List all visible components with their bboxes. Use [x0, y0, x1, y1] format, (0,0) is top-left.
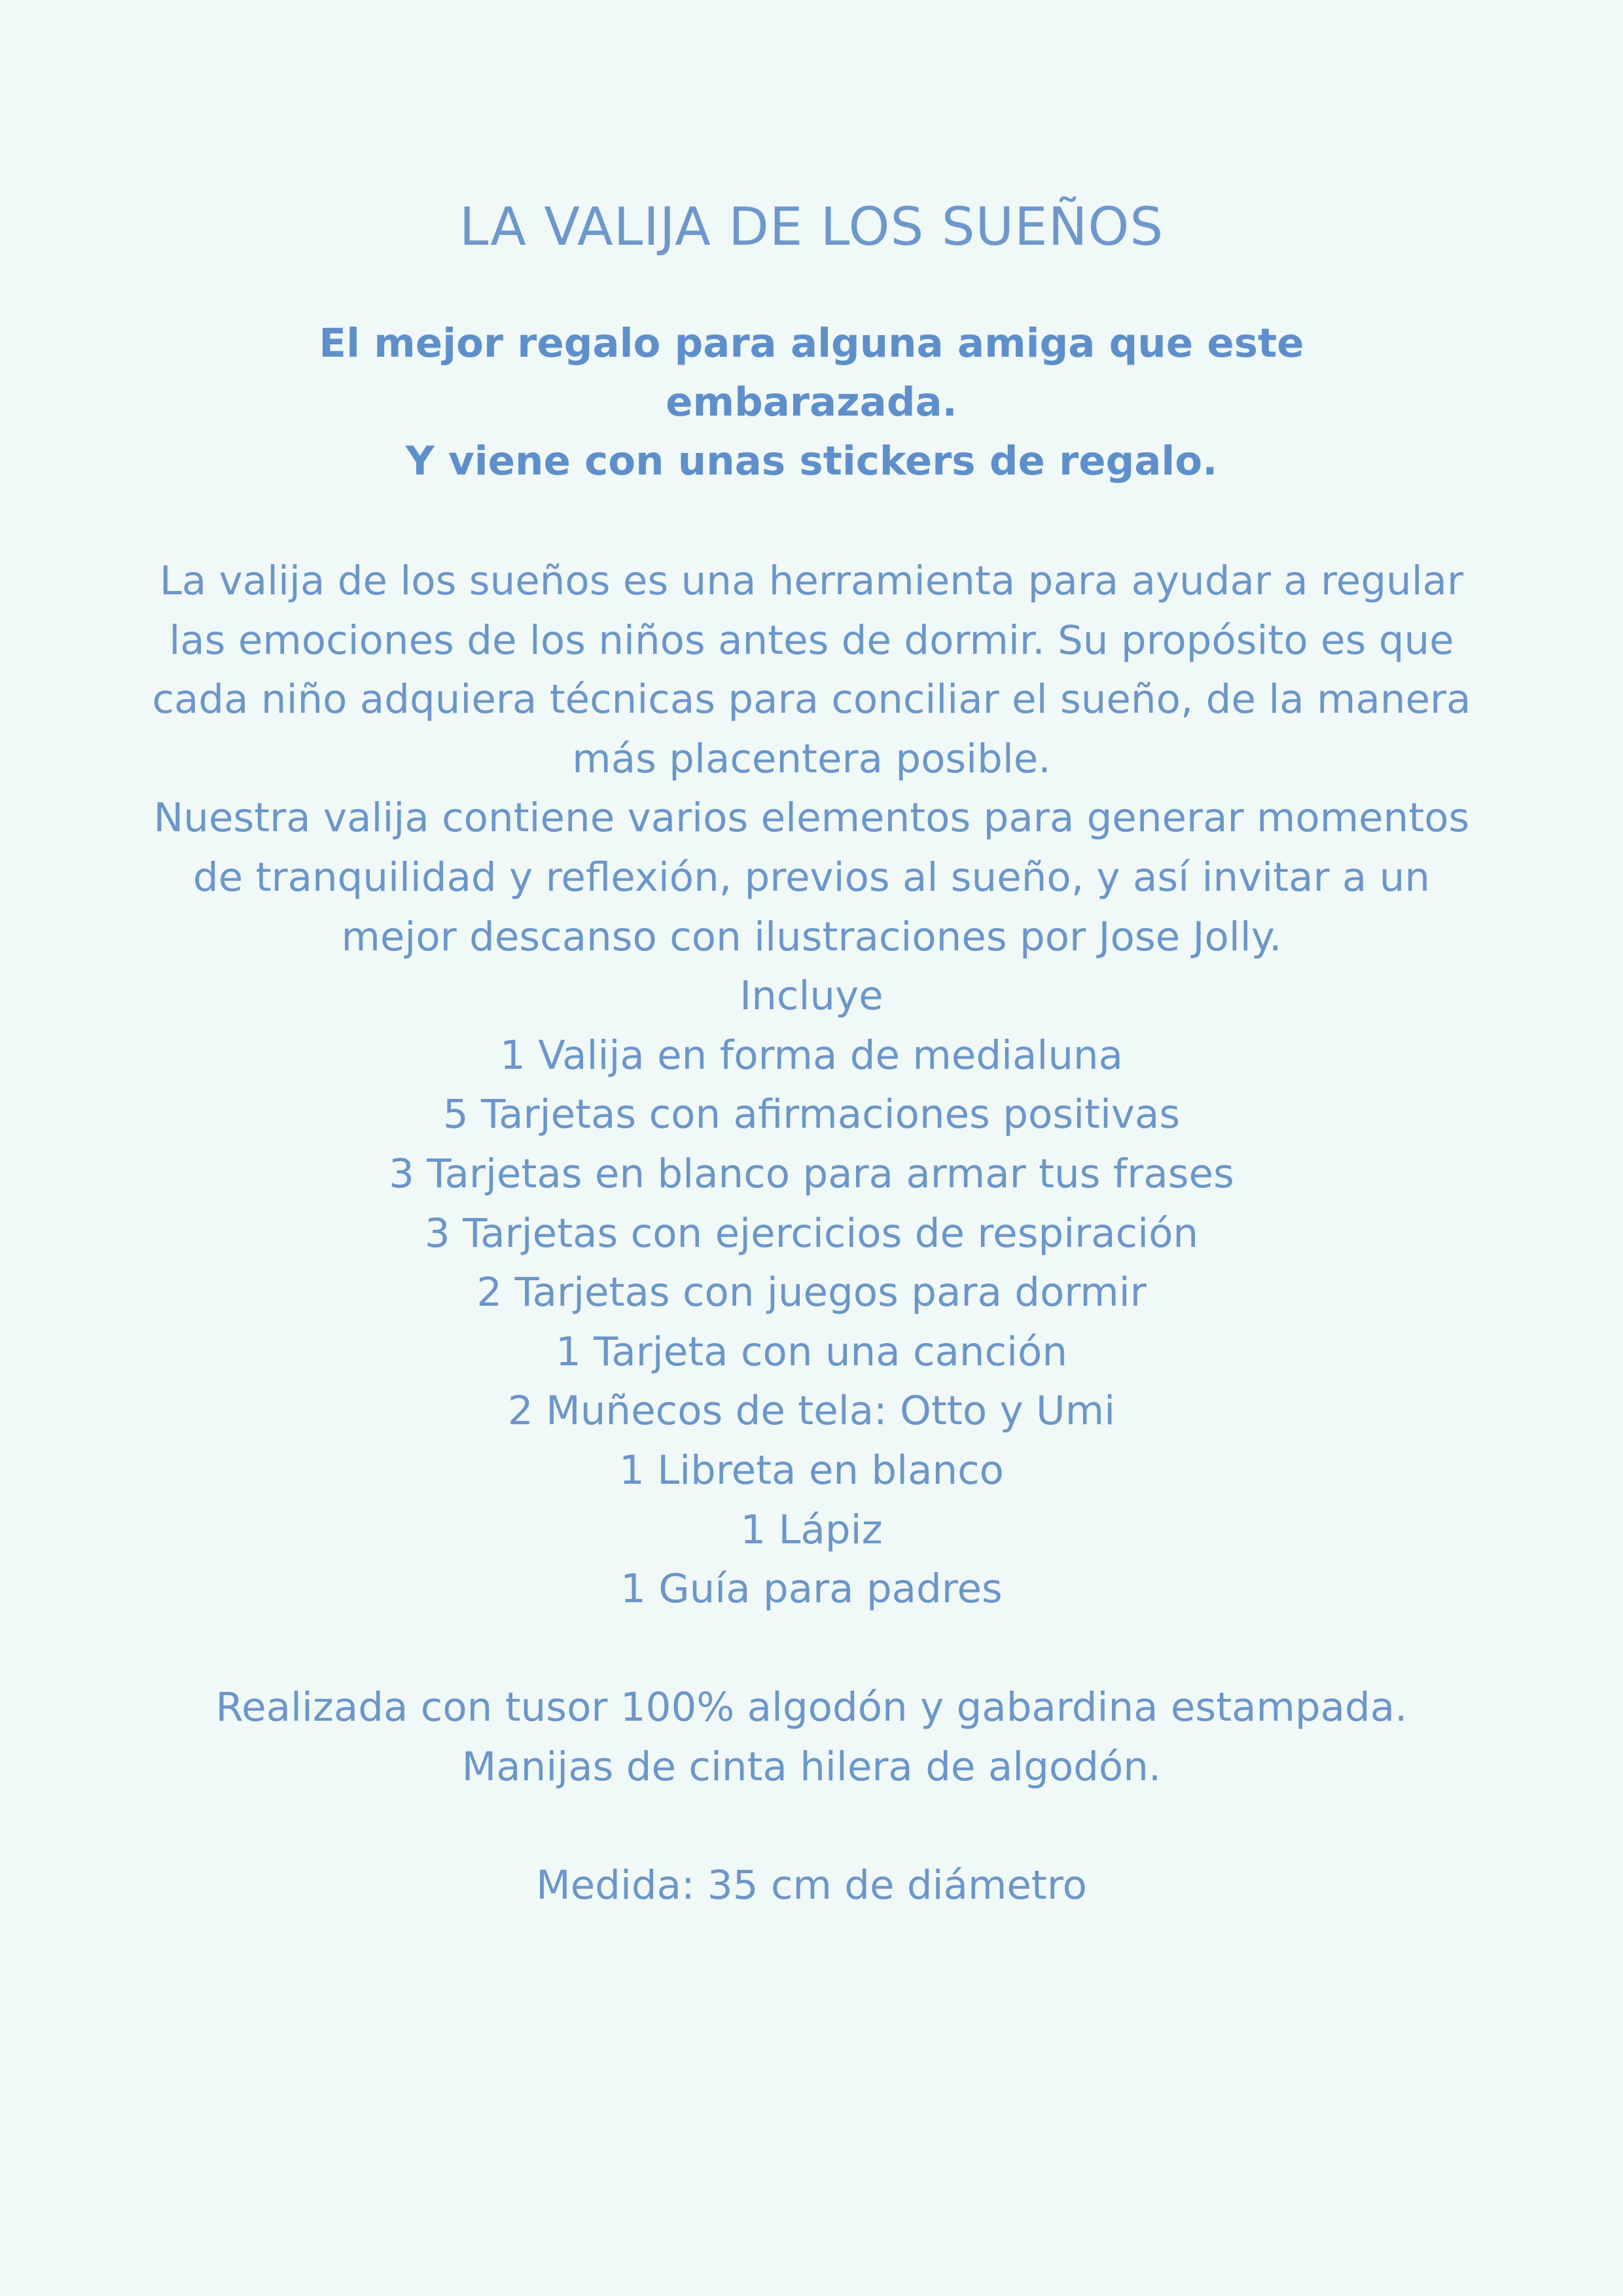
spacer [137, 1797, 1486, 1856]
list-item: 1 Lápiz [740, 1506, 883, 1553]
subtitle-line-1: El mejor regalo para alguna amiga que este embarazada. [319, 320, 1304, 425]
subtitle-block [223, 314, 1400, 491]
spacer [137, 1619, 1486, 1679]
subtitle-line-2: Y viene con unas stickers de regalo. [405, 438, 1218, 484]
list-item: 3 Tarjetas con ejercicios de respiración [424, 1210, 1199, 1257]
list-item: 2 Muñecos de tela: Otto y Umi [507, 1388, 1116, 1435]
description-paragraph-2: Nuestra valija contiene varios elementos para generar momentos de tranquilidad y reflexión, previos al sueño, y así invitar a un mejor descanso con ilustraciones por Jose Jolly. [153, 795, 1470, 960]
list-item: 2 Tarjetas con juegos para dormir [476, 1269, 1147, 1316]
list-item: 1 Guía para padres [620, 1566, 1003, 1613]
list-item: 1 Valija en forma de medialuna [499, 1031, 1124, 1079]
list-item: 1 Libreta en blanco [619, 1446, 1004, 1494]
list-item: 5 Tarjetas con afirmaciones positivas [442, 1091, 1181, 1138]
measure-text: Medida: 35 cm de diámetro [536, 1862, 1087, 1909]
description-paragraph-1: La valija de los sueños es una herramienta para ayudar a regular las emociones de los niños antes de dormir. Su propósito es que cada niño adquiera técnicas para conciliar el sueño, de la manera más placentera posible. [152, 558, 1471, 782]
materials-paragraph: Realizada con tusor 100% algodón y gabardina estampada. Manijas de cinta hilera de algodón. [215, 1684, 1408, 1790]
body-text [137, 552, 1486, 1916]
includes-list [137, 1026, 1486, 1619]
list-item: 1 Tarjeta con una canción [555, 1328, 1068, 1375]
includes-heading: Incluye [740, 973, 883, 1020]
page-title: LA VALIJA DE LOS SUEÑOS [459, 196, 1164, 257]
list-item: 3 Tarjetas en blanco para armar tus frases [389, 1150, 1234, 1197]
